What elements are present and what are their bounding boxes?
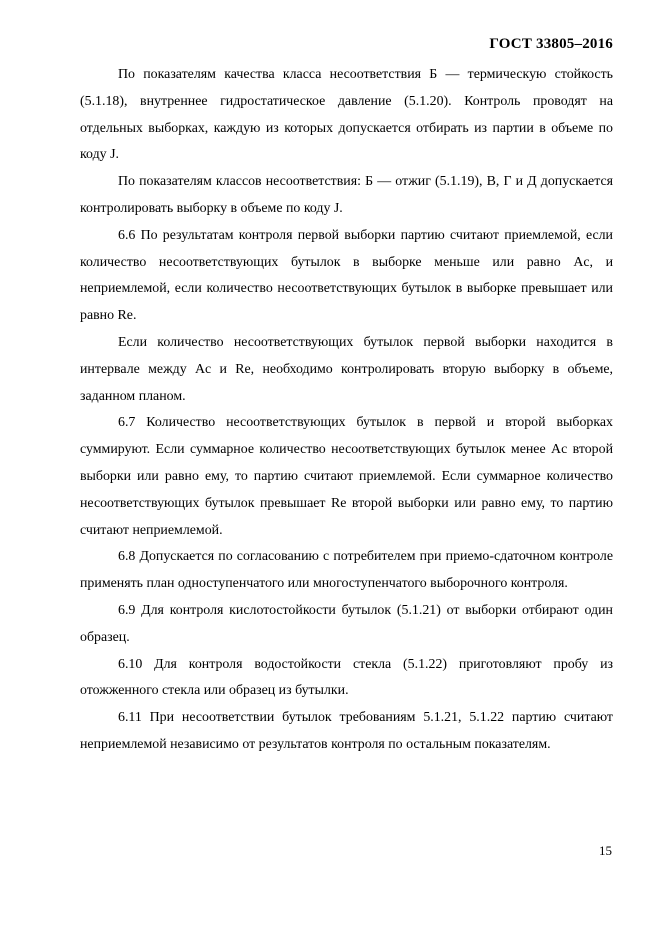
paragraph: 6.6 По результатам контроля первой выборки партию считают приемлемой, если количество несоответствующих бутылок в выборке меньше или равно Ac, и неприемлемой, если количество несоответствующих бутылок в выборке превышает или равно Re.	[80, 227, 613, 324]
paragraph: 6.10 Для контроля водостойкости стекла (5.1.22) приготовляют пробу из отожженного стекла или образец из бутылки.	[80, 656, 613, 699]
page-number: 15	[599, 843, 612, 858]
paragraph: 6.7 Количество несоответствующих бутылок в первой и второй выборках суммируют. Если суммарное количество несоответствующих бутылок менее Ac второй выборки или равно ему, то партию считают приемлемой. Если суммарное количество несоответствующих бутылок превышает Re второй выборки или равно ему, то партию считают неприемлемой.	[80, 415, 613, 538]
document-body	[80, 62, 613, 759]
paragraph: По показателям качества класса несоответствия Б — термическую стойкость (5.1.18), внутреннее гидростатическое давление (5.1.20). Контроль проводят на отдельных выборках, каждую из которых допускается отбирать из партии в объеме по коду J.	[80, 67, 613, 163]
paragraph: 6.11 При несоответствии бутылок требованиям 5.1.21, 5.1.22 партию считают неприемлемой независимо от результатов контроля по остальным показателям.	[80, 710, 613, 752]
paragraph: Если количество несоответствующих бутылок первой выборки находится в интервале между Ac и Re, необходимо контролировать вторую выборку в объеме, заданном планом.	[80, 334, 613, 404]
paragraph: 6.8 Допускается по согласованию с потребителем при приемо-сдаточном контроле применять план одноступенчатого или многоступенчатого выборочного контроля.	[80, 549, 613, 592]
paragraph: По показателям классов несоответствия: Б — отжиг (5.1.19), В, Г и Д допускается контролировать выборку в объеме по коду J.	[80, 174, 613, 216]
document-code: ГОСТ 33805–2016	[489, 36, 613, 52]
paragraph: 6.9 Для контроля кислотостойкости бутылок (5.1.21) от выборки отбирают один образец.	[80, 602, 613, 645]
